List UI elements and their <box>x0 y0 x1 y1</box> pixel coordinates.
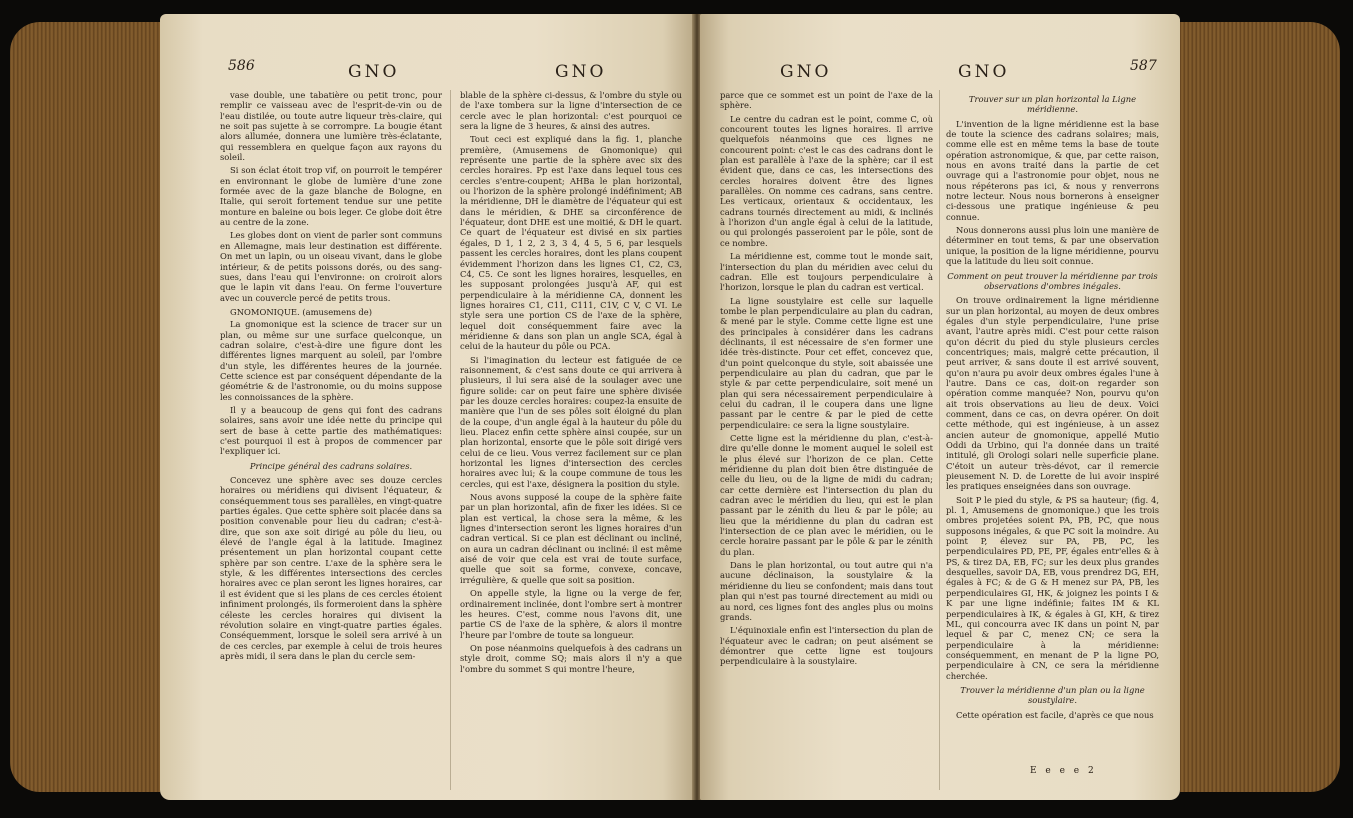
column-rule <box>939 90 940 790</box>
paragraph: On trouve ordinairement la ligne méridienne sur un plan horizontal, au moyen de deux ombres égales d'un style perpendiculaire, l'une prise avant, l'autre après midi. C'est pour cette raison qu'on décrit du pied du style plusieurs cercles concentriques; mais, malgré cette précaution, il peut arriver, & sans doute il est arrivé souvent, qu'on n'aura pu avoir deux ombres égales l'une à l'autre. Dans ce cas, doit-on regarder son opération comme manquée? Non, pourvu qu'on ait trois observations au lieu de deux. Voici comment, dans ce cas, on devra opérer. On doit cette méthode, qui est ingénieuse, à un assez ancien auteur de gnomonique, appellé Mutio Oddi da Urbino, qui l'a donnée dans un traité intitulé, gli Orologi solari nelle superficie plane. C'étoit un auteur très-dévot, car il remercie pieusement N. D. de Lorette de lui avoir inspiré les pratiques enseignées dans son ouvrage. <box>946 295 1159 492</box>
paragraph: On appelle style, la ligne ou la verge de fer, ordinairement inclinée, dont l'ombre sert à montrer les heures. C'est, comme nous l'avons dit, une partie CS de l'axe de la sphère, & alors il montre l'heure par l'ombre de toute sa longueur. <box>460 588 682 640</box>
right-page <box>700 14 1180 800</box>
paragraph: La méridienne est, comme tout le monde sait, l'intersection du plan du méridien avec celui du cadran. Elle est toujours perpendiculaire à l'horizon, lorsque le plan du cadran est vertical. <box>720 251 933 293</box>
paragraph: GNOMONIQUE. (amusemens de) <box>230 306 373 317</box>
paragraph: Nous avons supposé la coupe de la sphère faite par un plan horizontal, afin de fixer les idées. Si ce plan est vertical, la chose sera la même, & les lignes d'intersection seront les lignes horaires d'un cadran vertical. Si ce plan est déclinant ou incliné, on aura un cadran déclinant ou incliné: il est même aisé de voir que cela est vrai de toute surface, quelle que soit sa forme, convexe, concave, irrégulière, & quelle que soit sa position. <box>460 492 682 585</box>
paragraph: Les globes dont on vient de parler sont communs en Allemagne, mais leur destination est différente. On met un lapin, ou un oiseau vivant, dans le globe intérieur, & de petits poissons dorés, ou des sang-sues, dans l'eau qui l'environne: on croiroit alors que le lapin vit dans l'eau. On ferme l'ouverture avec un couvercle percé de petits trous. <box>220 230 442 303</box>
section-heading: Trouver la méridienne d'un plan ou la ligne soustylaire. <box>960 684 1145 706</box>
paragraph: vase double, une tabatière ou petit tronc, pour remplir ce vaisseau avec de l'esprit-de-vin ou de l'eau distilée, ou toute autre liqueur très-claire, qui ne soit pas sujette à se corrompre. La bougie étant alors allumée, donnera une lumière très-éclatante, qui ressemblera en quelque façon aux rayons du soleil. <box>220 90 442 163</box>
paragraph: blable de la sphère ci-dessus, & l'ombre du style ou de l'axe tombera sur la ligne d'intersection de ce cercle avec le plan horizontal: c'est pourquoi ce sera la ligne de 3 heures, & ainsi des autres. <box>460 90 682 132</box>
text-column <box>460 90 682 677</box>
paragraph: La ligne soustylaire est celle sur laquelle tombe le plan perpendiculaire au plan du cadran, & mené par le style. Comme cette ligne est une des principales à considérer dans les cadrans déclinants, il est nécessaire de s'en former une idée très-distincte. Pour cet effet, concevez que, d'un point quelconque du style, soit abaissée une perpendiculaire au plan du cadran, que par le style & par cette perpendiculaire, soit mené un plan qui sera nécessairement perpendiculaire à celui du cadran, il le coupera dans une ligne passant par le centre & par le pied de cette perpendiculaire: ce sera la ligne soustylaire. <box>720 295 933 430</box>
paragraph: L'invention de la ligne méridienne est la base de toute la science des cadrans solaires; mais, comme elle est en même tems la base de toute opération astronomique, & que, par cette raison, nous en avons traité dans la partie de cet ouvrage qui a l'astronomie pour objet, nous ne nous répéterons pas ici, & nous y renverrons notre lecteur. Nous nous bornerons à enseigner ci-dessous une pratique ingénieuse & peu connue. <box>946 118 1159 222</box>
text-column <box>220 90 442 664</box>
running-head: GNO <box>780 62 832 82</box>
paragraph: On pose néanmoins quelquefois à des cadrans un style droit, comme SQ; mais alors il n'y a que l'ombre du sommet S qui montre l'heure, <box>460 642 682 674</box>
paragraph: Le centre du cadran est le point, comme C, où concourent toutes les lignes horaires. Il arrive quelquefois néanmoins que ces lignes ne concourent point: c'est le cas des cadrans dont le plan est parallèle à l'axe de la sphère; car il est évident que, dans ce cas, les intersections des cercles horaires doivent être des lignes parallèles. On nomme ces cadrans, sans centre. Les verticaux, orientaux & occidentaux, les cadrans tournés directement au midi, & inclinés à l'horizon d'un angle égal à celui de la latitude, ou qui prolongés passeroient par le pôle, sont de ce nombre. <box>720 113 933 248</box>
page-number: 587 <box>1130 58 1157 74</box>
section-heading: Trouver sur un plan horizontal la Ligne méridienne. <box>968 94 1137 115</box>
paragraph: parce que ce sommet est un point de l'axe de la sphère. <box>720 90 933 111</box>
column-rule <box>450 90 451 790</box>
running-head: GNO <box>958 62 1010 82</box>
book-edge-right <box>1180 22 1340 792</box>
left-page <box>160 14 695 800</box>
signature-mark: E e e e 2 <box>1030 766 1097 776</box>
paragraph: Cette opération est facile, d'après ce que nous <box>956 709 1154 720</box>
book-edge-left <box>10 22 160 792</box>
paragraph: Il y a beaucoup de gens qui font des cadrans solaires, sans avoir une idée nette du principe qui sert de base à cette partie des mathématiques: c'est pourquoi il est à propos de commencer par l'expliquer ici. <box>220 404 442 457</box>
running-head: GNO <box>348 62 400 82</box>
paragraph: Tout ceci est expliqué dans la fig. 1, planche première, (Amusemens de Gnomonique) qui représente une partie de la sphère avec six des cercles horaires. Pp est l'axe dans lequel tous ces cercles s'entre-coupent; AHBa le plan horizontal, ou l'horizon de la sphère prolongé indéfiniment; AB la méridienne, DH le diamètre de l'équateur qui est dans le méridien, & DHE sa circonférence de l'équateur, dont DHE est une moitié, & DH le quart. Ce quart de l'équateur est divisé en six parties égales, D 1, 1 2, 2 3, 3 4, 4 5, 5 6, par lesquels passent les cercles horaires, dont les plans coupent évidemment l'horizon dans les lignes C1, C2, C3, C4, C5. Ce sont les lignes horaires, lesquelles, en les supposant prolongées jusqu'à AF, qui est perpendiculaire à la méridienne CA, donnent les lignes horaires C1, C11, C111, C1V, C V, C VI. Le style sera une portion CS de l'axe de la sphère, lequel doit conséquemment faire avec la méridienne & dans son plan un angle SCA, égal à celui de la hauteur du pôle ou PCA. <box>460 134 682 352</box>
paragraph: L'équinoxiale enfin est l'intersection du plan de l'équateur avec le cadran; on peut aisément se démontrer que cette ligne est toujours perpendiculaire à la soustylaire. <box>720 625 933 667</box>
paragraph: Si l'imagination du lecteur est fatiguée de ce raisonnement, & c'est sans doute ce qui arrivera à plusieurs, il lui sera aisé de la soulager avec une figure solide: car on peut faire une sphère divisée par les douze cercles horaires: coupez-la ensuite de manière que l'un de ses pôles soit éloigné du plan de la coupe, d'un angle égal à la hauteur du pôle du lieu. Placez enfin cette sphère ainsi coupée, sur un plan horizontal, ensorte que le pôle soit dirigé vers celui de ce lieu. Vous verrez facilement sur ce plan horizontal les lignes d'intersection des cercles horaires avec lui; & la coupe commune de tous les cercles, qui est l'axe, désignera la position du style. <box>460 354 682 489</box>
text-column <box>720 90 933 670</box>
paragraph: Cette ligne est la méridienne du plan, c'est-à-dire qu'elle donne le moment auquel le soleil est le plus élevé sur l'horizon de ce plan. Cette méridienne du plan doit bien être distinguée de celle du lieu, ou de la ligne de midi du cadran; car cette dernière est l'intersection du plan du cadran avec le méridien du lieu, qui est le plan passant par le zénith du lieu & par le pôle; au lieu que la méridienne du plan du cadran est l'intersection de ce plan avec le méridien, ou le cercle horaire passant par le pôle & par le zénith du plan. <box>720 433 933 557</box>
paragraph: Soit P le pied du style, & PS sa hauteur; (fig. 4, pl. 1, Amusemens de gnomonique.) que les trois ombres projetées soient PA, PB, PC, que nous supposons inégales, & que PC soit la moindre. Au point P, élevez sur PA, PB, PC, les perpendiculaires PD, PE, PF, égales entr'elles & à PS, & tirez DA, EB, FC; sur les deux plus grandes desquelles, savoir DA, EB, vous prendrez DG, EH, égales à FC; & de G & H menez sur PA, PB, les perpendiculaires GI, HK, & joignez les points I & K par une ligne indéfinie; faites IM & KL perpendiculaires à IK, & égales à GI, KH, & tirez ML, qui concourra avec IK dans un point N, par lequel & par C, menez CN; ce sera la perpendiculaire à la méridienne: conséquemment, en menant de P la ligne PO, perpendiculaire à CN, ce sera la méridienne cherchée. <box>946 494 1159 681</box>
paragraph: La gnomonique est la science de tracer sur un plan, ou même sur une surface quelconque, un cadran solaire, c'est-à-dire une figure dont les différentes lignes marquent au soleil, par l'ombre d'un style, les différentes heures de la journée. Cette science est par conséquent dépendante de la géométrie & de l'astronomie, ou du moins suppose les connoissances de la sphère. <box>220 319 442 402</box>
page-number: 586 <box>228 58 255 74</box>
text-column <box>946 90 1159 723</box>
running-head: GNO <box>555 62 607 82</box>
section-heading: Comment on peut trouver la méridienne par trois observations d'ombres inégales. <box>947 270 1158 291</box>
paragraph: Concevez une sphère avec ses douze cercles horaires ou méridiens qui divisent l'équateur, & conséquemment tous ses parallèles, en vingt-quatre parties égales. Que cette sphère soit placée dans sa position convenable pour lieu du cadran; c'est-à-dire, que son axe soit dirigé au pôle du lieu, ou élevé de l'angle égal à la latitude. Imaginez présentement un plan horizontal coupant cette sphère par son centre. L'axe de la sphère sera le style, & les différentes intersections des cercles horaires avec ce plan seront les lignes horaires, car il est évident que si les plans de ces cercles étoient infiniment prolongés, ils formeroient dans la sphère céleste les cercles horaires qui divisent la révolution solaire en vingt-quatre parties égales. Conséquemment, lorsque le soleil sera arrivé à un de ces cercles, par exemple à celui de trois heures après midi, il sera dans le plan du cercle sem- <box>220 475 442 661</box>
paragraph: Nous donnerons aussi plus loin une manière de déterminer en tout tems, & par une observation unique, la position de la ligne méridienne, pourvu que la latitude du lieu soit connue. <box>946 225 1159 267</box>
section-heading: Principe général des cadrans solaires. <box>249 460 413 471</box>
paragraph: Si son éclat étoit trop vif, on pourroit le tempérer en environnant le globe de lumière d'une zone formée avec de la gaze blanche de Bologne, en Italie, qui seroit fortement tendue sur une petite monture en baleine ou bois leger. Ce globe doit être au centre de la zone. <box>220 165 442 228</box>
paragraph: Dans le plan horizontal, ou tout autre qui n'a aucune déclinaison, la soustylaire & la méridienne du lieu se confondent; mais dans tout plan qui n'est pas tourné directement au midi ou au nord, ces lignes font des angles plus ou moins grands. <box>720 560 933 622</box>
